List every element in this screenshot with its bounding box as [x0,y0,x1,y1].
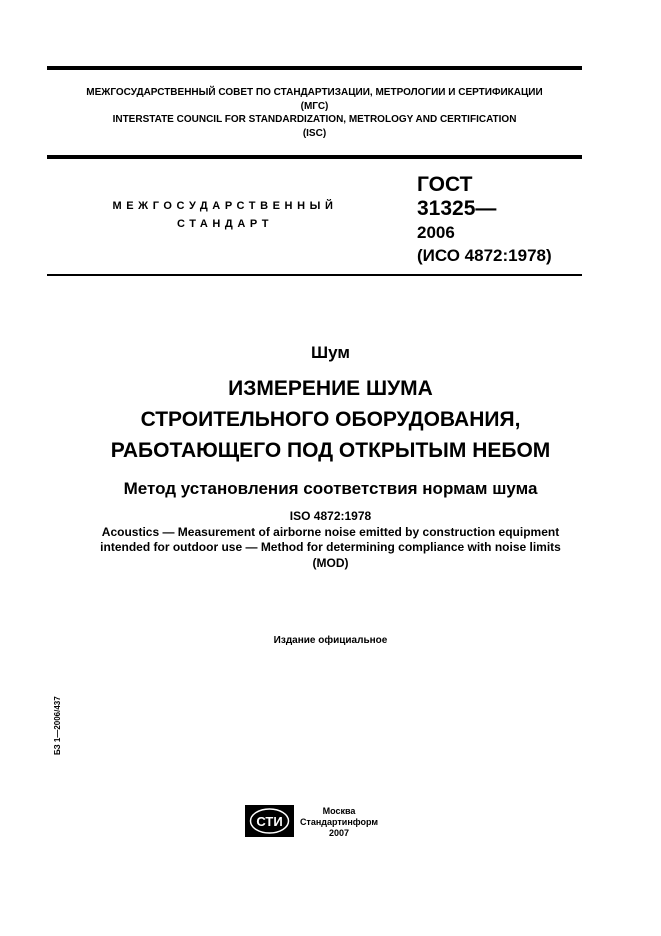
council-header [47,86,582,140]
main-title [0,373,661,466]
council-rule [47,155,582,159]
council-name-en: INTERSTATE COUNCIL FOR STANDARDIZATION, METROLOGY AND CERTIFICATION [112,114,517,125]
side-code: БЗ 1—2006/437 [53,696,62,755]
standard-type-line2: СТАНДАРТ [176,218,274,230]
logo-emblem-icon [245,805,294,837]
english-title-line1: Acoustics — Measurement of airborne noise emitted by construction equipment [101,524,560,539]
publisher-logo [245,805,294,837]
main-title-line1: ИЗМЕРЕНИЕ ШУМА [228,377,433,400]
publisher-info [298,806,380,839]
gost-number: 31325— [417,197,497,220]
edition-note: Издание официальное [273,635,388,646]
iso-reference: (ИСО 4872:1978) [417,246,552,265]
english-mod: (MOD) [312,555,349,570]
logo-text: СТИ [256,814,283,829]
council-abbr-ru: (МГС) [300,100,329,112]
main-title-line3: РАБОТАЮЩЕГО ПОД ОТКРЫТЫМ НЕБОМ [110,439,551,462]
iso-number: ISO 4872:1978 [289,509,372,523]
english-title [0,509,661,571]
subtitle: Метод установления соответствия нормам шума [123,479,538,498]
publisher-year: 2007 [328,828,350,838]
english-title-line2: intended for outdoor use — Method for determining compliance with noise limits [100,540,561,554]
header-rule [47,274,582,276]
council-abbr-en: (ISC) [302,127,327,139]
main-title-line2: СТРОИТЕЛЬНОГО ОБОРУДОВАНИЯ, [140,408,521,431]
title-category: Шум [311,343,350,362]
gost-label: ГОСТ [417,173,473,196]
council-name-ru: МЕЖГОСУДАРСТВЕННЫЙ СОВЕТ ПО СТАНДАРТИЗАЦИИ, МЕТРОЛОГИИ И СЕРТИФИКАЦИИ [86,87,543,98]
top-rule [47,66,582,70]
gost-year: 2006 [417,223,455,242]
publisher-name: Стандартинформ [299,817,379,827]
standard-type-line1: МЕЖГОСУДАРСТВЕННЫЙ [112,200,338,212]
designation [417,173,552,268]
standard-type [100,197,350,233]
publisher-city: Москва [322,806,356,816]
